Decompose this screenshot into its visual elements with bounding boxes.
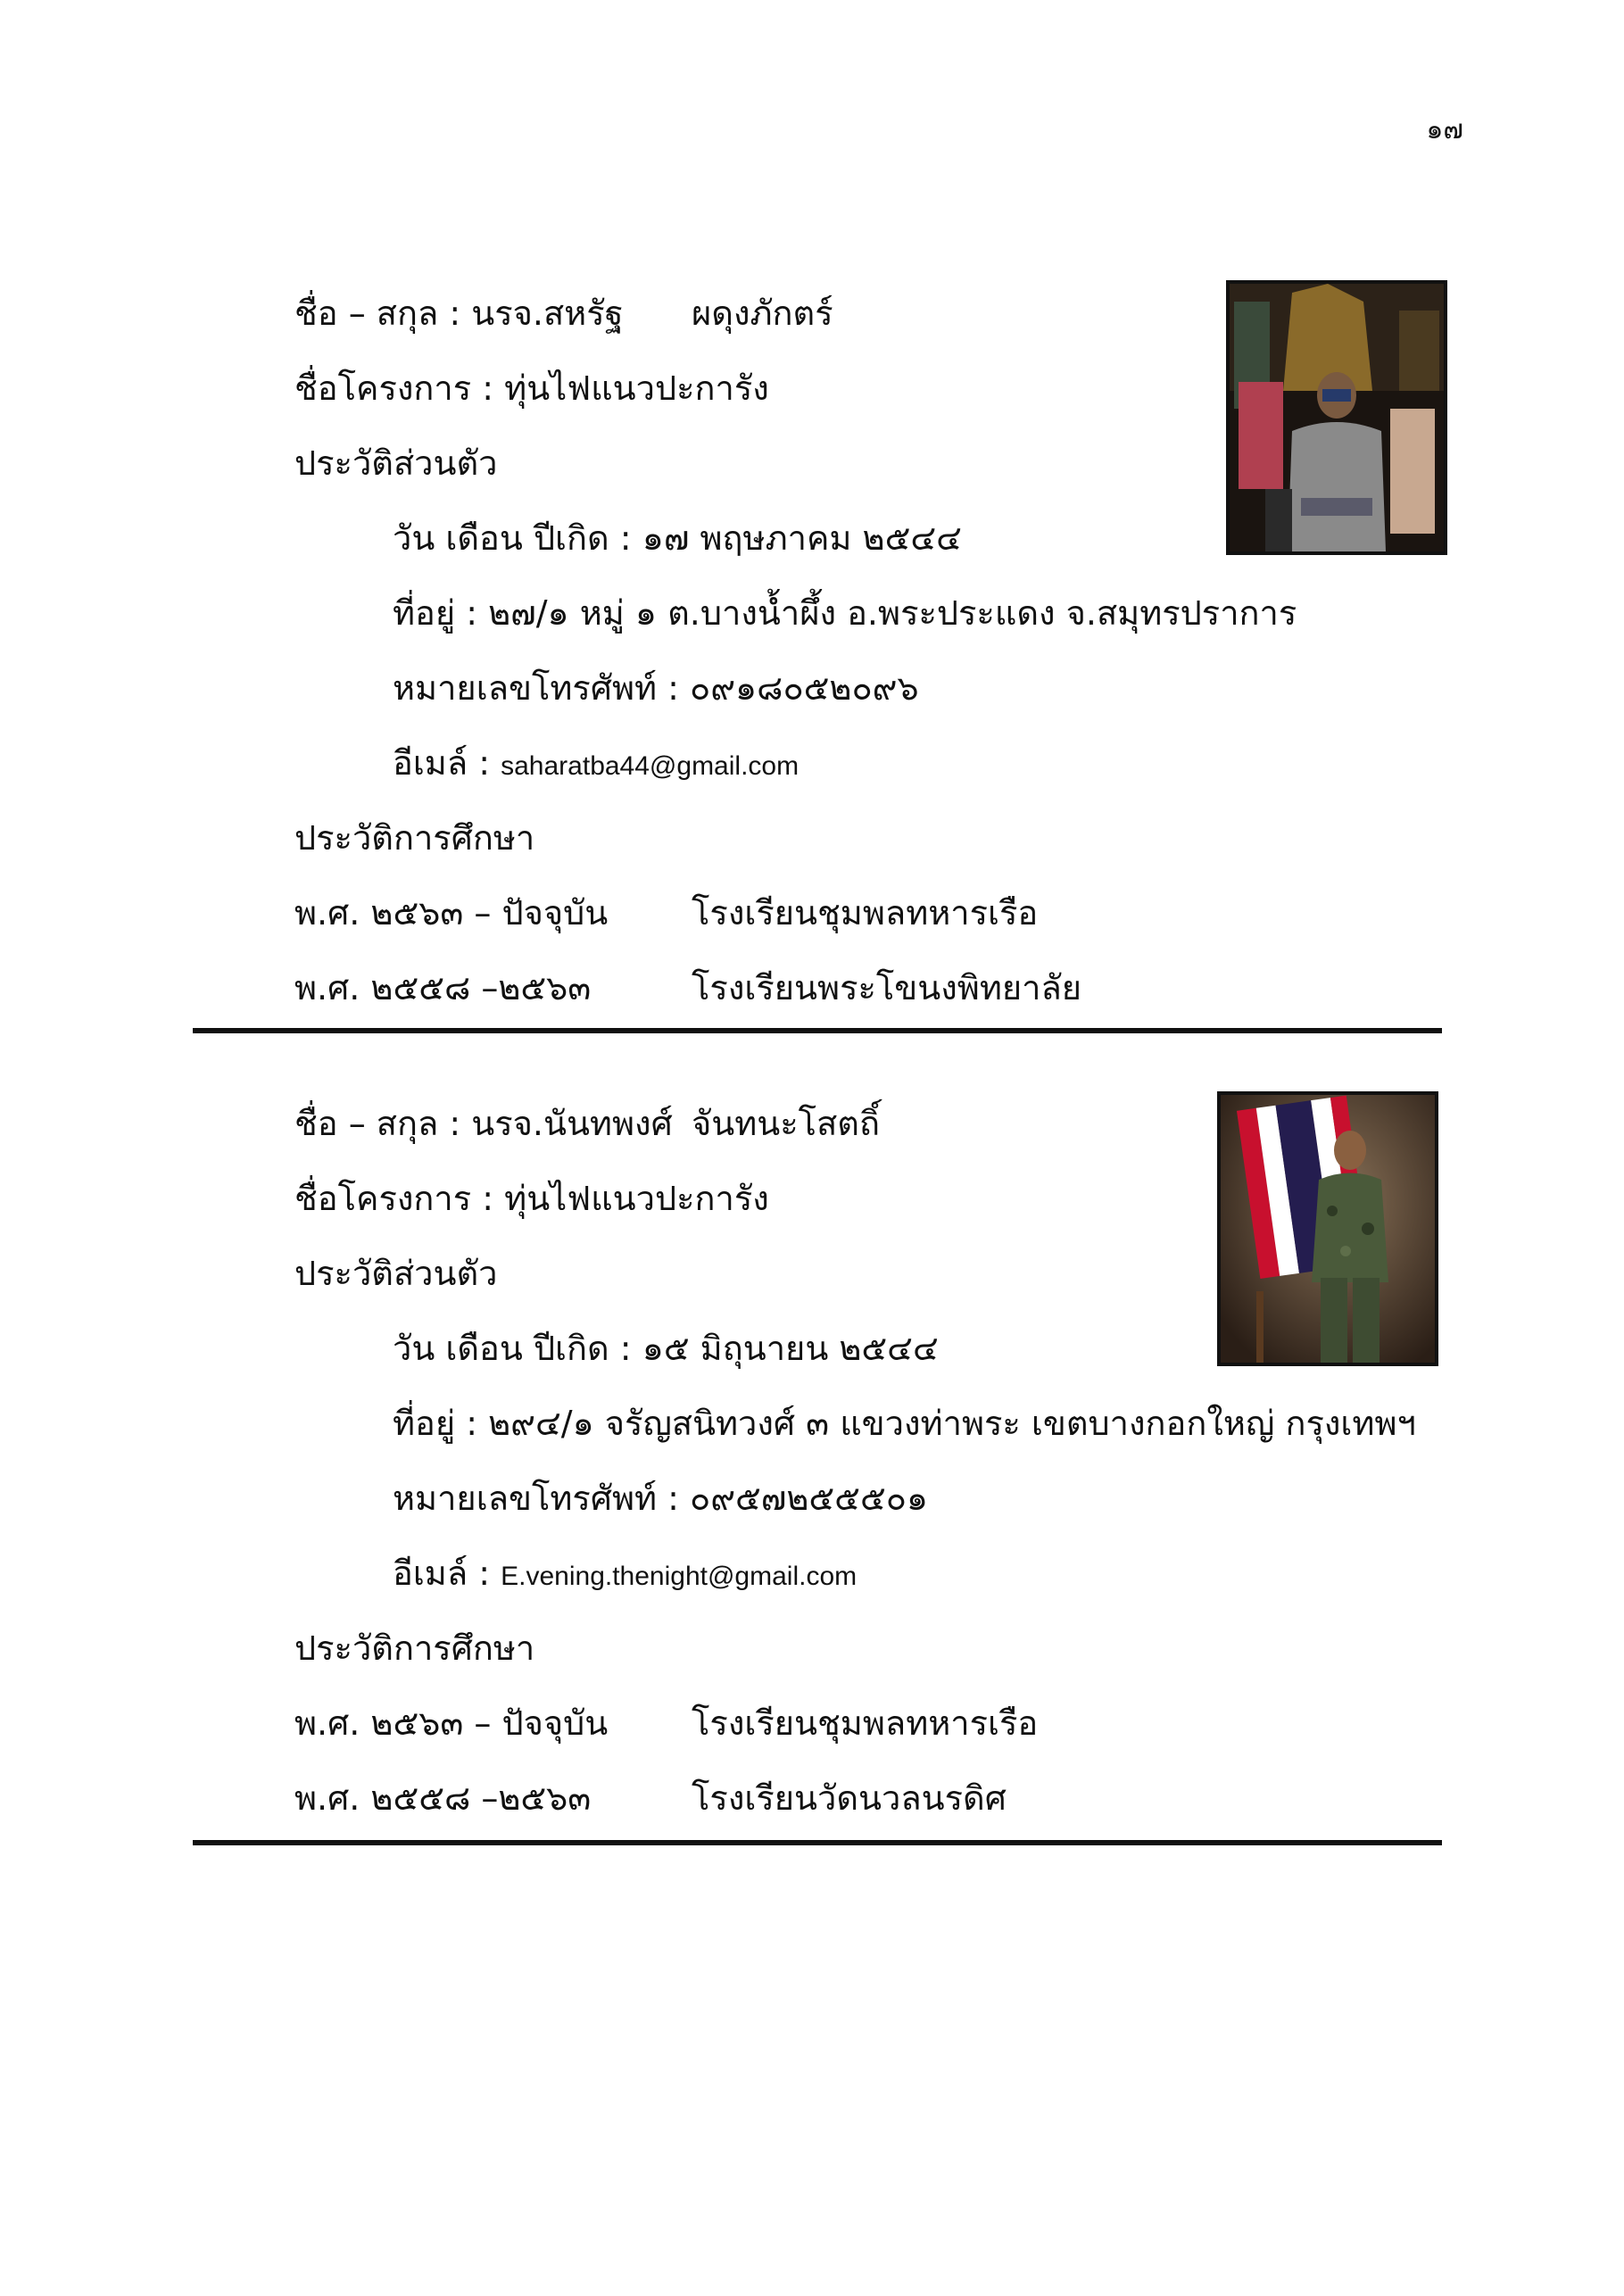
section-divider	[193, 1028, 1442, 1033]
education-years: พ.ศ. ๒๕๕๘ –๒๕๖๓	[294, 1778, 592, 1818]
last-name: จันทนะโสตถิ์	[692, 1104, 880, 1143]
project-row	[294, 366, 769, 410]
personal-heading: ประวัติส่วนตัว	[294, 1254, 498, 1293]
education-row	[294, 891, 1039, 935]
phone-label: หมายเลขโทรศัพท์ :	[393, 1479, 679, 1518]
email-value: saharatba44@gmail.com	[501, 751, 800, 781]
birth-label: วัน เดือน ปีเกิด :	[393, 518, 632, 558]
address-label: ที่อยู่ :	[393, 1404, 478, 1443]
project-name: ทุ่นไฟแนวปะการัง	[504, 369, 769, 408]
personal-heading: ประวัติส่วนตัว	[294, 443, 498, 483]
address-value: ๒๙๔/๑ จรัญสนิทวงศ์ ๓ แขวงท่าพระ เขตบางกอกใหญ่ กรุงเทพฯ	[488, 1404, 1416, 1443]
address-label: ที่อยู่ :	[393, 593, 478, 633]
email-label: อีเมล์ :	[393, 1554, 491, 1593]
project-name: ทุ่นไฟแนวปะการัง	[504, 1179, 769, 1218]
phone-row	[393, 666, 919, 710]
address-row	[393, 1401, 1416, 1446]
education-school: โรงเรียนชุมพลทหารเรือ	[692, 893, 1039, 932]
education-years: พ.ศ. ๒๕๖๓ – ปัจจุบัน	[294, 893, 609, 932]
email-row	[393, 741, 799, 789]
name-row	[294, 291, 833, 336]
phone-value: ๐๙๑๘๐๕๒๐๙๖	[690, 668, 919, 708]
first-name: นรจ.นันทพงศ์	[471, 1104, 673, 1143]
birth-value: ๑๕ มิถุนายน ๒๕๔๔	[642, 1329, 939, 1368]
education-row	[294, 966, 1082, 1010]
project-label: ชื่อโครงการ :	[294, 369, 494, 408]
email-row	[393, 1551, 857, 1599]
name-label: ชื่อ – สกุล :	[294, 294, 461, 333]
birth-label: วัน เดือน ปีเกิด :	[393, 1329, 632, 1368]
name-row	[294, 1101, 880, 1146]
address-row	[393, 591, 1297, 635]
profile-photo	[1217, 1091, 1438, 1366]
phone-value: ๐๙๕๗๒๕๕๕๐๑	[690, 1479, 929, 1518]
phone-label: หมายเลขโทรศัพท์ :	[393, 668, 679, 708]
phone-row	[393, 1476, 928, 1521]
education-years: พ.ศ. ๒๕๕๘ –๒๕๖๓	[294, 968, 592, 1007]
education-row	[294, 1701, 1039, 1745]
education-heading: ประวัติการศึกษา	[294, 1629, 535, 1668]
project-label: ชื่อโครงการ :	[294, 1179, 494, 1218]
name-label: ชื่อ – สกุล :	[294, 1104, 461, 1143]
education-row	[294, 1776, 1007, 1820]
education-years: พ.ศ. ๒๕๖๓ – ปัจจุบัน	[294, 1703, 609, 1743]
profile-photo	[1226, 280, 1447, 555]
last-name: ผดุงภักตร์	[692, 294, 833, 333]
education-heading: ประวัติการศึกษา	[294, 818, 535, 858]
email-label: อีเมล์ :	[393, 743, 491, 783]
project-row	[294, 1176, 769, 1221]
education-school: โรงเรียนวัดนวลนรดิศ	[692, 1778, 1007, 1818]
education-school: โรงเรียนพระโขนงพิทยาลัย	[692, 968, 1082, 1007]
education-school: โรงเรียนชุมพลทหารเรือ	[692, 1703, 1039, 1743]
address-value: ๒๗/๑ หมู่ ๑ ต.บางน้ำผึ้ง อ.พระประแดง จ.สมุทรปราการ	[488, 593, 1297, 633]
first-name: นรจ.สหรัฐ	[471, 294, 624, 333]
page-number: ๑๗	[1426, 114, 1463, 145]
section-divider	[193, 1840, 1442, 1845]
email-value: E.vening.thenight@gmail.com	[501, 1562, 858, 1591]
birth-row	[393, 1326, 939, 1371]
birth-row	[393, 516, 962, 560]
birth-value: ๑๗ พฤษภาคม ๒๕๔๔	[642, 518, 962, 558]
